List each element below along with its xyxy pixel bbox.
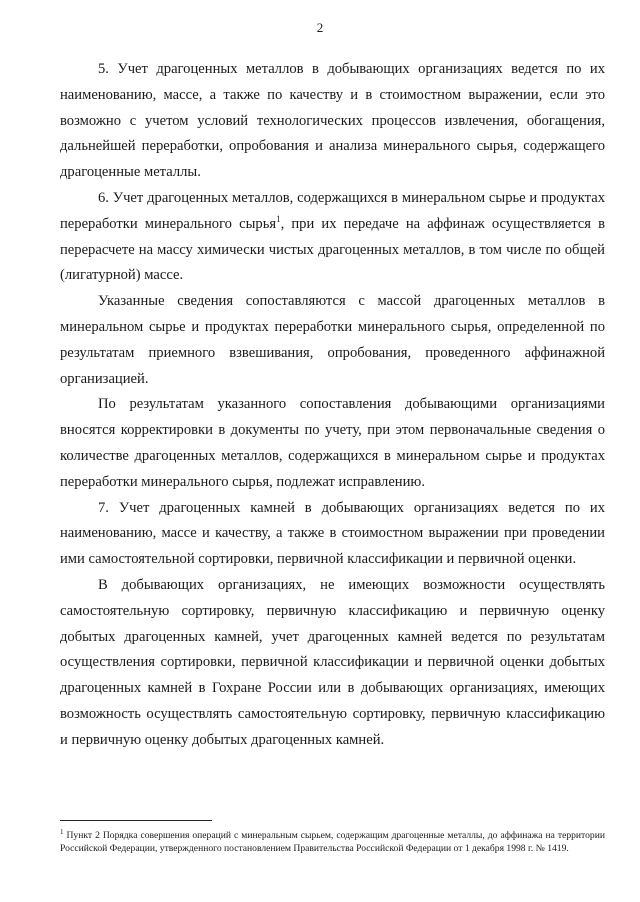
paragraph-corrections: По результатам указанного сопоставления добывающими организациями вносятся корректировки в документы по учету, при этом первоначальные сведения о количестве драгоценных металлов, содержащихся в минеральном сырье и продуктах переработки минерального сырья, подлежат исправлению.	[60, 396, 605, 490]
footnote-divider	[60, 820, 212, 821]
paragraph-item-7: 7. Учет драгоценных камней в добывающих организациях ведется по их наименованию, массе и качеству, а также в стоимостном выражении при проведении ими самостоятельной сортировки, первичной классификации и первичной оценки.	[60, 499, 605, 568]
paragraph-item-5: 5. Учет драгоценных металлов в добывающих организациях ведется по их наименованию, массе, а также по качеству и в стоимостном выражении, если это возможно с учетом условий технологических процессов извлечения, обогащения, дальнейшей переработки, опробования и анализа минерального сырья, содержащего драгоценные металлы.	[60, 61, 605, 181]
footnote-reference: 1	[276, 213, 281, 224]
footnote-marker: 1	[60, 828, 64, 836]
paragraph-gokhran: В добывающих организациях, не имеющих возможности осуществлять самостоятельную сортировку, первичную классификацию и первичную оценку добытых драгоценных камней, учет драгоценных камней ведется по результатам осуществления сортировки, первичной классификации и первичной оценки добытых драгоценных камней в Гохране России или в добывающих организациях, имеющих возможность осуществлять самостоятельную сортировку, первичную классификацию и первичную оценку добытых драгоценных камней.	[60, 576, 605, 748]
footnote-text: Пункт 2 Порядка совершения операций с минеральным сырьем, содержащим драгоценные металлы, до аффинажа на территории Российской Федерации, утвержденного постановлением Правительства Российской Федерации от 1 декабря 1998 г. № 1419.	[60, 830, 605, 854]
page-number: 2	[316, 20, 324, 35]
paragraph-item-6	[60, 186, 605, 289]
paragraph-item-6-continuation: , при их передаче на аффинаж осуществляется в перерасчете на массу химически чистых драгоценных металлов, в том числе по общей (лигатурной) массе.	[60, 215, 605, 284]
paragraph-item-6-text: 6. Учет драгоценных металлов, содержащихся в минеральном сырье и продуктах переработки минерального сырья	[60, 189, 605, 232]
document-body	[60, 57, 605, 754]
footnote	[60, 826, 605, 855]
paragraph-comparison: Указанные сведения сопоставляются с массой драгоценных металлов в минеральном сырье и продуктах переработки минерального сырья, определенной по результатам приемного взвешивания, опробования, проведенного аффинажной организацией.	[60, 293, 605, 387]
